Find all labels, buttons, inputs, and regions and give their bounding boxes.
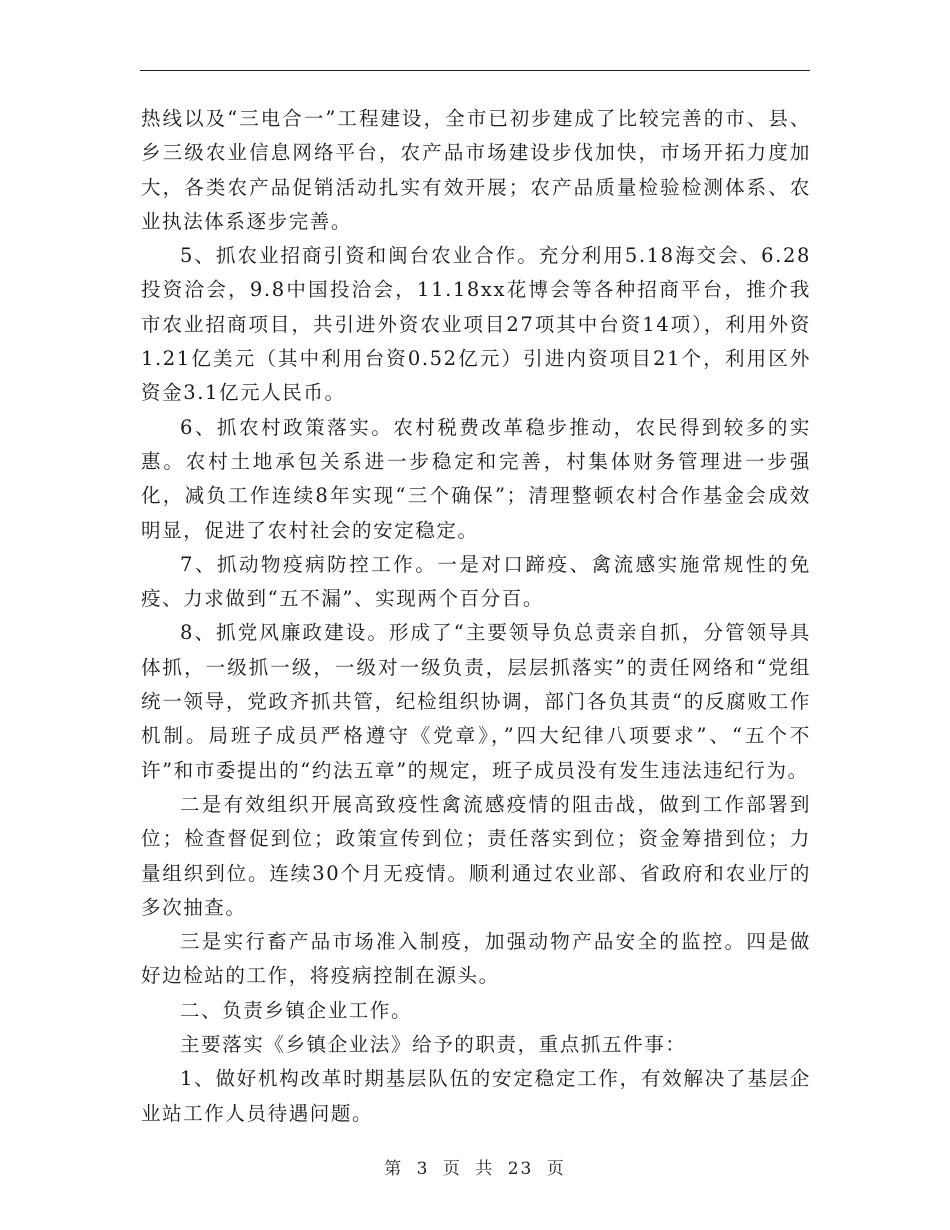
paragraph-point-2: 二是有效组织开展高致疫性禽流感疫情的阻击战，做到工作部署到位；检查督促到位；政策宣传到位；责任落实到位；资金筹措到位；力量组织到位。连续30个月无疫情。顺利通过农业部、省政府和农业厅的多次抽查。	[141, 792, 811, 919]
page-number-footer: 第 3 页 共 23 页	[384, 1159, 566, 1179]
paragraph-point-3: 三是实行畜产品市场准入制疫，加强动物产品安全的监控。四是做好边检站的工作，将疫病控制在源头。	[141, 930, 811, 988]
section-heading-2: 二、负责乡镇企业工作。	[180, 998, 413, 1022]
paragraph-continuation: 热线以及“三电合一”工程建设，全市已初步建成了比较完善的市、县、乡三级农业信息网络平台，农产品市场建设步伐加快，市场开拓力度加大，各类农产品促销活动扎实有效开展；农产品质量检验检测体系、农业执法体系逐步完善。	[141, 107, 811, 233]
paragraph-item-7: 7、抓动物疫病防控工作。一是对口蹄疫、禽流感实施常规性的免疫、力求做到“五不漏”、实现两个百分百。	[141, 552, 811, 611]
paragraph-intro: 主要落实《乡镇企业法》给予的职责，重点抓五件事：	[180, 1033, 687, 1057]
paragraph-item-6: 6、抓农村政策落实。农村税费改革稳步推动，农民得到较多的实惠。农村土地承包关系进一步稳定和完善，村集体财务管理进一步强化，减负工作连续8年实现“三个确保”；清理整顿农村合作基金会成效明显，促进了农村社会的安定稳定。	[141, 415, 811, 542]
body-text	[141, 102, 811, 1131]
paragraph-item-8: 8、抓党风廉政建设。形成了“主要领导负总责亲自抓，分管领导具体抓，一级抓一级，一级对一级负责，层层抓落实”的责任网络和“党组统一领导，党政齐抓共管，纪检组织协调，部门各负其责“的反腐败工作机制。局班子成员严格遵守《党章》，”四大纪律八项要求”、“五个不许”和市委提出的“约法五章”的规定，班子成员没有发生违法违纪行为。	[141, 621, 811, 782]
header-rule	[140, 70, 810, 71]
paragraph-item-1: 1、做好机构改革时期基层队伍的安定稳定工作，有效解决了基层企业站工作人员待遇问题。	[141, 1067, 811, 1125]
paragraph-item-5: 5、抓农业招商引资和闽台农业合作。充分利用5.18海交会、6.28投资洽会，9.8中国投洽会，11.18xx花博会等各种招商平台，推介我市农业招商项目，共引进外资农业项目27项其中台资14项），利用外资1.21亿美元（其中利用台资0.52亿元）引进内资项目21个，利用区外资金3.1亿元人民币。	[141, 244, 811, 405]
